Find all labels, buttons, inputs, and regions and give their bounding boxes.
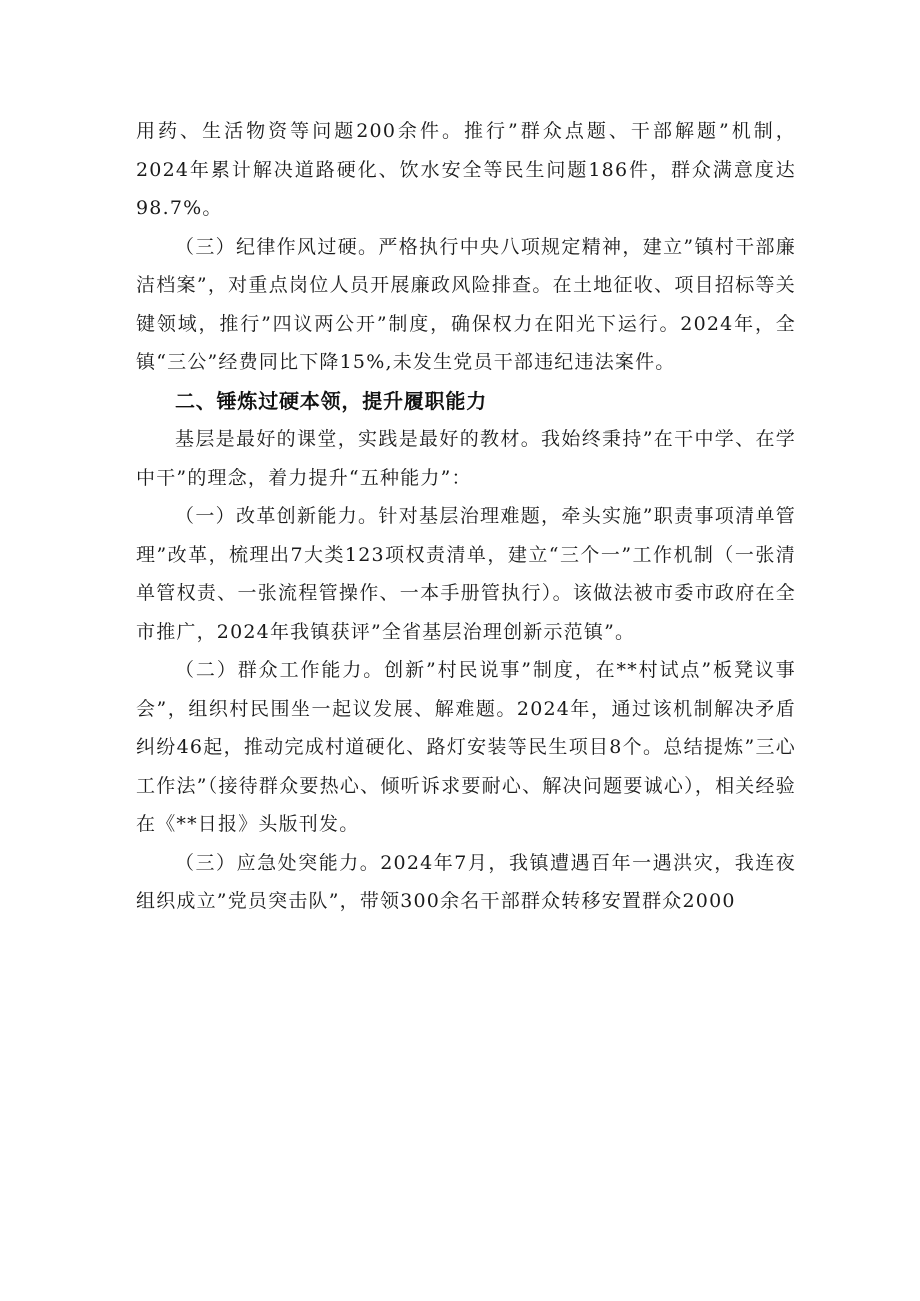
section-heading: 二、锤炼过硬本领，提升履职能力 <box>175 388 487 413</box>
paragraph-mass-work: （二）群众工作能力。创新”村民说事”制度，在**村试点”板凳议事会”，组织村民围坐一起议发展、解难题。2024年，通过该机制解决矛盾纠纷46起，推动完成村道硬化、路灯安装等民生项目8个。总结提炼”三心工作法”（接待群众要热心、倾听诉求要耐心、解决问题要诚心），相关经验在《**日报》头版刊发。 <box>136 659 796 835</box>
paragraph-discipline: （三）纪律作风过硬。严格执行中央八项规定精神，建立”镇村干部廉洁档案”，对重点岗位人员开展廉政风险排查。在土地征收、项目招标等关键领域，推行”四议两公开”制度，确保权力在阳光下运行。2024年，全镇“三公”经费同比下降15%,未发生党员干部违纪违法案件。 <box>136 235 796 373</box>
paragraph-intro: 基层是最好的课堂，实践是最好的教材。我始终秉持”在干中学、在学中干”的理念，着力提升“五种能力”： <box>136 428 796 489</box>
document-body <box>136 112 796 921</box>
paragraph-emergency: （三）应急处突能力。2024年7月，我镇遭遇百年一遇洪灾，我连夜组织成立”党员突击队”，带领300余名干部群众转移安置群众2000 <box>136 851 796 912</box>
paragraph-continuation: 用药、生活物资等问题200余件。推行”群众点题、干部解题”机制，2024年累计解决道路硬化、饮水安全等民生问题186件，群众满意度达98.7%。 <box>136 120 796 219</box>
paragraph-reform: （一）改革创新能力。针对基层治理难题，牵头实施”职责事项清单管理”改革，梳理出7大类123项权责清单，建立“三个一”工作机制（一张清单管权责、一张流程管操作、一本手册管执行）。该做法被市委市政府在全市推广，2024年我镇获评”全省基层治理创新示范镇”。 <box>136 505 796 643</box>
